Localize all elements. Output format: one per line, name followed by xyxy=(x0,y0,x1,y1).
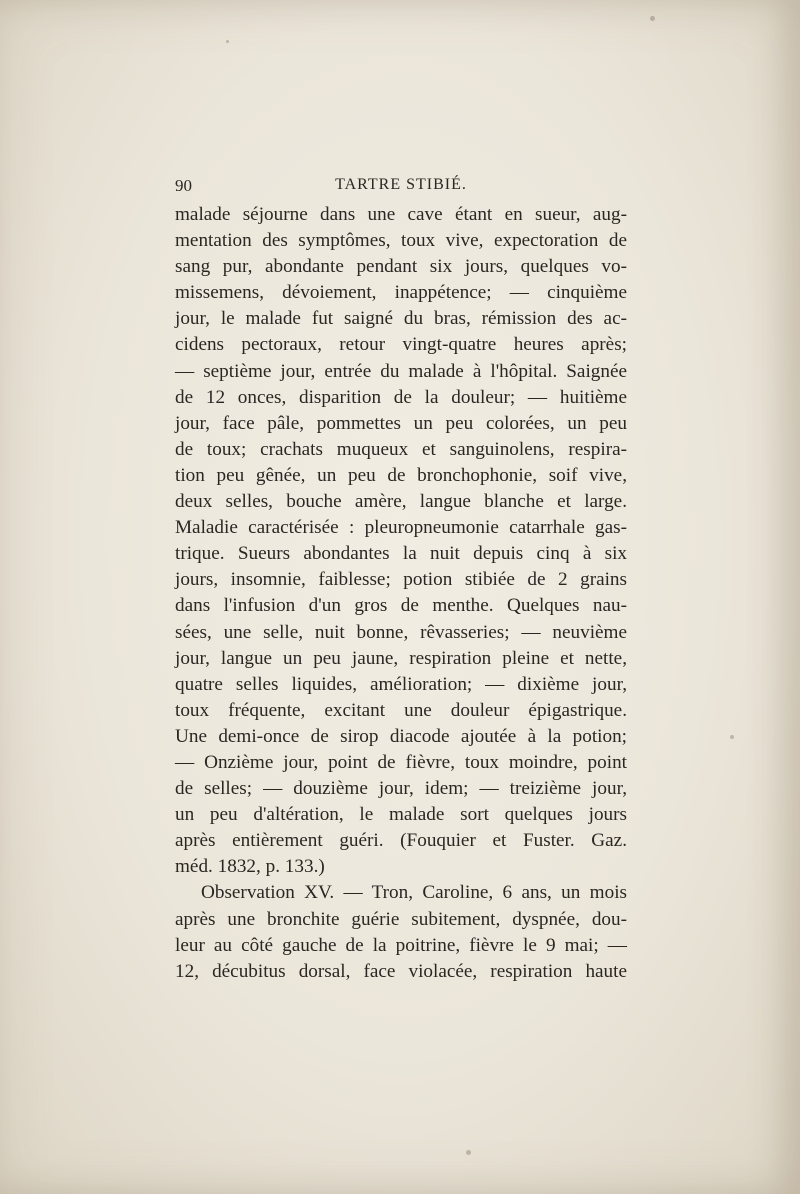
text-line: de 12 onces, disparition de la douleur; — huitième xyxy=(175,386,627,408)
text-line: jour, langue un peu jaune, respiration pleine et nette, xyxy=(175,647,627,669)
text-line: toux fréquente, excitant une douleur épigastrique. xyxy=(175,699,627,721)
paper-spot xyxy=(650,16,655,21)
text-line: sées, une selle, nuit bonne, rêvasseries; — neuvième xyxy=(175,621,627,643)
text-line: cidens pectoraux, retour vingt-quatre heures après; xyxy=(175,334,627,356)
paper-spot xyxy=(730,735,734,739)
text-line: de selles; — douzième jour, idem; — treizième jour, xyxy=(175,778,627,800)
text-line: malade séjourne dans une cave étant en sueur, aug- xyxy=(175,204,627,225)
text-line: quatre selles liquides, amélioration; — dixième jour, xyxy=(175,673,627,695)
text-line: de toux; crachats muqueux et sanguinolens, respira- xyxy=(175,438,627,460)
body-text xyxy=(175,202,627,985)
text-line: jour, face pâle, pommettes un peu colorées, un peu xyxy=(175,412,627,434)
text-line: missemens, dévoiement, inappétence; — cinquième xyxy=(175,282,627,304)
text-line: dans l'infusion d'un gros de menthe. Quelques nau- xyxy=(175,595,627,617)
text-line: Observation XV. — Tron, Caroline, 6 ans, un mois xyxy=(201,882,627,904)
text-line: sang pur, abondante pendant six jours, quelques vo- xyxy=(175,256,627,278)
text-line: — Onzième jour, point de fièvre, toux moindre, point xyxy=(175,751,627,773)
text-line: deux selles, bouche amère, langue blanche et large. xyxy=(175,491,627,513)
text-line: un peu d'altération, le malade sort quelques jours xyxy=(175,804,627,826)
text-line: méd. 1832, p. 133.) xyxy=(175,856,325,878)
text-line: jours, insomnie, faiblesse; potion stibiée de 2 grains xyxy=(175,569,627,591)
page-header xyxy=(175,176,627,200)
text-line: mentation des symptômes, toux vive, expectoration de xyxy=(175,230,627,252)
text-line: tion peu gênée, un peu de bronchophonie, soif vive, xyxy=(175,464,627,486)
page-number: 90 xyxy=(175,176,192,195)
text-line: après entièrement guéri. (Fouquier et Fuster. Gaz. xyxy=(175,830,627,852)
text-line: Maladie caractérisée : pleuropneumonie catarrhale gas- xyxy=(175,517,627,539)
paper-spot xyxy=(226,40,229,43)
paper-spot xyxy=(466,1150,471,1155)
text-line: 12, décubitus dorsal, face violacée, respiration haute xyxy=(175,960,627,982)
text-line: jour, le malade fut saigné du bras, rémission des ac- xyxy=(175,308,627,330)
text-line: trique. Sueurs abondantes la nuit depuis cinq à six xyxy=(175,543,627,565)
running-head: TARTRE STIBIÉ. xyxy=(335,176,467,193)
text-line: leur au côté gauche de la poitrine, fièvre le 9 mai; — xyxy=(175,934,627,956)
text-line: — septième jour, entrée du malade à l'hôpital. Saignée xyxy=(175,360,627,382)
text-line: après une bronchite guérie subitement, dyspnée, dou- xyxy=(175,908,627,930)
text-line: Une demi-once de sirop diacode ajoutée à la potion; xyxy=(175,725,627,747)
